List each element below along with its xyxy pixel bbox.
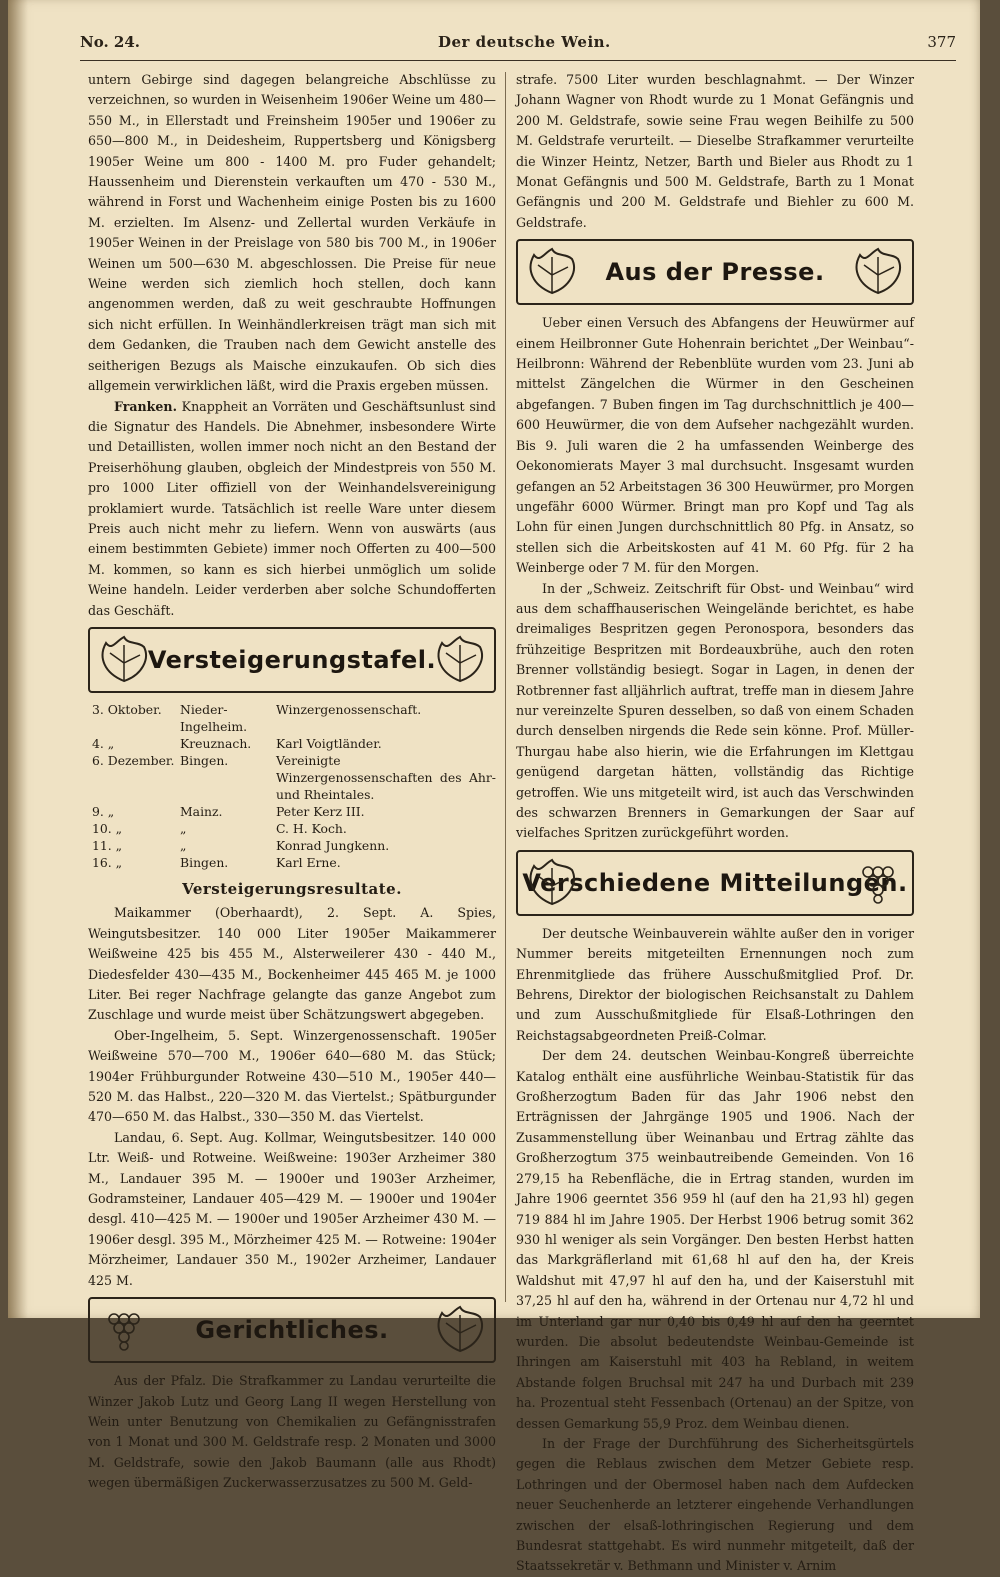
auction-row [92, 854, 500, 871]
auction-organizer: Vereinigte Winzergenossenschaften des Ahr- und Rheintales. [276, 752, 496, 802]
franken-paragraph [88, 397, 496, 621]
auction-place: „ [180, 837, 187, 853]
right-column [516, 70, 914, 1577]
misc-heading: Verschiedene Mitteilungen. [522, 868, 908, 897]
auction-date: 4. „ [92, 735, 115, 751]
auction-table [92, 701, 500, 871]
court-heading: Gerichtliches. [195, 1315, 389, 1344]
auction-organizer: Konrad Jungkenn. [276, 837, 390, 853]
misc-paragraph-reblaus: In der Frage der Durchführung des Sicherheitsgürtels gegen die Reblaus zwischen dem Metzer Gebiete resp. Lothringen und der Obermosel haben nach dem Aufdecken neuer Seuchenherde an letzterer eingehende Verhandlungen zwischen der elsaß-lothringischen Regierung und dem Bundesrat stattgehabt. Es wird nunmehr mitgeteilt, daß der Staatssekretär v. Bethmann und Minister v. Arnim [516, 1435, 914, 1574]
court-paragraph: Aus der Pfalz. Die Strafkammer zu Landau verurteilte die Winzer Jakob Lutz und Georg Lang II wegen Herstellung von Wein unter Benutzung von Chemikalien zu Gefängnisstrafen von 1 Monat und 300 M. Geldstrafe resp. 2 Monaten und 3000 M. Geldstrafe, sowie den Jakob Baumann (alle aus Rhodt) wegen übermäßigen Zuckerwasserzusatzes zu 500 M. Geld- [88, 1373, 496, 1491]
vine-leaf-icon [522, 856, 582, 908]
newspaper-page [8, 0, 980, 1574]
misc-heading-box [516, 850, 914, 916]
auction-place: Mainz. [180, 803, 223, 819]
court-heading-box [88, 1297, 496, 1363]
vine-leaf-icon [430, 633, 490, 685]
header-rule [80, 60, 956, 61]
auction-date: 6. Dezember. [92, 752, 175, 768]
press-heading: Aus der Presse. [605, 258, 825, 287]
auction-place: Bingen. [180, 752, 229, 768]
grape-cluster-icon [848, 856, 908, 908]
auction-organizer: Peter Kerz III. [276, 803, 365, 819]
vine-leaf-icon [848, 245, 908, 297]
result-maikammer: Maikammer (Oberhaardt), 2. Sept. A. Spies, Weingutsbesitzer. 140 000 Liter 1905er Maikammerer Weißweine 425 bis 455 M., Alsterweilerer 430 - 440 M., Diedesfelder 430—435 M., Bockenheimer 445 465 M. je 1000 Liter. Bei reger Nachfrage gelangte das ganze Angebot zum Zuschlage und wurde meist über Schätzungswert abgegeben. [88, 905, 496, 1023]
auction-place: Kreuznach. [180, 735, 252, 751]
auction-row [92, 752, 500, 803]
auction-place: Bingen. [180, 854, 229, 870]
results-subheading: Versteigerungsresultate. [182, 879, 402, 898]
result-landau: Landau, 6. Sept. Aug. Kollmar, Weingutsbesitzer. 140 000 Ltr. Weiß- und Rotweine. Weißweine: 1903er Arzheimer 380 M., Landauer 395 M. — 1900er und 1903er Arzheimer, Godramsteiner, Landauer 405—429 M. — 1900er und 1904er desgl. 410—425 M. — 1900er und 1905er Arzheimer 430 M. — 1906er desgl. 395 M., Mörzheimer 425 M. — Rotweine: 1904er Mörzheimer, Landauer 350 M., 1902er Arzheimer, Landauer 425 M. [88, 1129, 496, 1288]
franken-lead: Franken. [114, 398, 177, 414]
auction-heading-box [88, 627, 496, 693]
auction-date: 3. Oktober. [92, 701, 162, 717]
page-number: 377 [927, 33, 956, 51]
court-continuation: strafe. 7500 Liter wurden beschlagnahmt. — Der Winzer Johann Wagner von Rhodt wurde zu 1 Monat Gefängnis und 200 M. Geldstrafe, sowie seine Frau wegen Beihilfe zu 500 M. Geldstrafe verurteilt. — Dieselbe Strafkammer verurteilte die Winzer Heintz, Netzer, Barth und Bieler aus Rhodt zu 1 Monat Gefängnis und 500 M. Geldstrafe, Barth zu 1 Monat Gefängnis und 200 M. Geldstrafe und Biehler zu 600 M. Geldstrafe. [516, 72, 914, 230]
auction-organizer: Karl Voigtländer. [276, 735, 382, 751]
auction-date: 9. „ [92, 803, 115, 819]
journal-title: Der deutsche Wein. [438, 33, 611, 51]
auction-organizer: Winzergenossenschaft. [276, 701, 422, 717]
press-paragraph-schweiz: In der „Schweiz. Zeitschrift für Obst- und Weinbau“ wird aus dem schaffhauserischen Weingelände berichtet, es habe dreimaliges Bespritzen gegen Peronospora, besonders das frühzeitige Bespritzen mit Bordeauxbrühe, auch den roten Brenner vollständig besiegt. Sogar in Lagen, in denen der Rotbrenner fast alljährlich auftrat, treffe man in diesem Jahre nur vereinzelte Spuren desselben, so daß von einem Schaden durch denselben nirgends die Rede sein könne. Prof. Müller-Thurgau habe also hierin, wie die Erfahrungen im Klettgau genügend dargetan hätten, vollständig das Richtige getroffen. Wie uns mitgeteilt wird, ist auch das Verschwinden des schwarzen Brenners in Gemarkungen der Saar auf vielfaches Spritzen zurückgeführt worden. [516, 580, 914, 841]
press-paragraph-heuwuermer: Ueber einen Versuch des Abfangens der Heuwürmer auf einem Heilbronner Gute Hohenrain berichtet „Der Weinbau“-Heilbronn: Während der Rebenblüte wurden vom 23. Juni ab mittelst Zängelchen die Würmer in den Gescheinen abgefangen. 7 Buben fingen im Tag durchschnittlich je 400—600 Heuwürmer, die von dem Aufseher nachgezählt wurden. Bis 9. Juli waren die 2 ha umfassenden Weinberge des Oekonomierats Mayer 3 mal durchsucht. Insgesamt wurden gefangen an 52 Arbeitstagen 36 300 Heuwürmer, pro Morgen ungefähr 6000 Würmer. Bringt man pro Kopf und Tag als Lohn für einen Jungen durchschnittlich 80 Pfg. in Ansatz, so stellen sich die Arbeitskosten auf 41 M. 60 Pfg. für 2 ha Weinberge oder 7 M. für den Morgen. [516, 315, 914, 576]
franken-text: Knappheit an Vorräten und Geschäftsunlust sind die Signatur des Handels. Die Abnehmer, insbesondere Wirte und Detaillisten, wollen immer noch nicht an den Bestand der Preiserhöhung glauben, obgleich der Mindestpreis von 550 M. pro 1000 Liter offiziell von der Weinhandelsvereinigung proklamiert wurde. Tatsächlich ist reelle Ware unter diesem Preis auch nicht mehr zu liefern. Wenn von auswärts (aus einem bestimmten Gebiete) immer noch Offerten zu 400—500 M. kommen, so kann es sich hierbei unmöglich um solide Weine handeln. Leider verderben aber solche Schundofferten das Geschäft. [88, 398, 496, 618]
market-report-paragraph: untern Gebirge sind dagegen belangreiche Abschlüsse zu verzeichnen, so wurden in Weisenheim 1906er Weine um 480—550 M., in Ellerstadt und Freinsheim 1905er und 1906er zu 650—800 M., in Deidesheim, Ruppertsberg und Königsberg 1905er Weine um 800 - 1400 M. pro Fuder gehandelt; Haussenheim und Dierenstein verkauften um 470 - 530 M., während in Forst und Wachenheim einige Posten bis zu 1600 M. erzielten. Im Alsenz- und Zellertal wurden Verkäufe in 1905er Weinen in der Preislage von 580 bis 700 M., in 1906er Weinen um 500—630 M. abgeschlossen. Die Preise für neue Weine werden sich ziemlich hoch stellen, doch kann angenommen werden, daß zu weit geschraubte Hoffnungen sich nicht erfüllen. In Weinhändlerkreisen trägt man sich mit dem Gedanken, die Trauben nach dem Gewicht anstelle des seitherigen Bezugs als Maische einzukaufen. Ob sich dies allgemein verwirklichen läßt, wird die Praxis ergeben müssen. [88, 72, 496, 394]
auction-date: 16. „ [92, 854, 123, 870]
column-divider [505, 72, 506, 1302]
misc-paragraph-statistik: Der dem 24. deutschen Weinbau-Kongreß überreichte Katalog enthält eine ausführliche Weinbau-Statistik für das Großherzogtum Baden für das Jahr 1906 nebst den Erträgnissen der Jahrgänge 1905 und 1906. Nach der Zusammenstellung über Weinanbau und Ertrag zählte das Großherzogtum 375 weinbautreibende Gemeinden. Von 16 279,15 ha Rebenfläche, die in Ertrag standen, wurden im Jahre 1906 geerntet 356 959 hl (auf den ha 21,93 hl) gegen 719 884 hl im Jahre 1905. Der Herbst 1906 betrug somit 362 930 hl weniger als sein Vorgänger. Den besten Herbst hatten das Markgräflerland mit 61,68 hl auf den ha, der Kreis Waldshut mit 47,97 hl auf den ha, und der Kaiserstuhl mit 37,25 hl auf den ha, während in der Ortenau nur 4,72 hl und im Unterland gar nur 0,40 bis 0,49 hl auf den ha geerntet wurden. Die absolut bedeutendste Weinbau-Gemeinde ist Ihringen am Kaiserstuhl mit 403 ha Rebland, in weitem Abstande folgen Bruchsal mit 247 ha und Durbach mit 239 ha. Prozentual steht Fessenbach (Ortenau) an der Spitze, von dessen Gemarkung 55,9 Proz. dem Weinbau dienen. [516, 1048, 914, 1431]
vine-leaf-icon [430, 1303, 490, 1355]
vine-leaf-icon [94, 633, 154, 685]
auction-organizer: Karl Erne. [276, 854, 341, 870]
auction-date: 11. „ [92, 837, 123, 853]
issue-number: No. 24. [80, 33, 140, 51]
result-ober-ingelheim: Ober-Ingelheim, 5. Sept. Winzergenossenschaft. 1905er Weißweine 570—700 M., 1906er 640—680 M. das Stück; 1904er Frühburgunder Rotweine 430—510 M., 1905er 440—520 M. das Halbst., 220—320 M. das Viertelst.; Spätburgunder 470—650 M. das Halbst., 330—350 M. das Viertelst. [88, 1027, 496, 1125]
auction-row [92, 735, 500, 752]
misc-paragraph-weinbauverein: Der deutsche Weinbauverein wählte außer den in voriger Nummer bereits mitgeteilten Ernennungen noch zum Ehrenmitgliede das frühere Ausschußmitglied Prof. Dr. Behrens, Direktor der biologischen Reichsanstalt zu Dahlem und zum Ausschußmitgliede für Elsaß-Lothringen den Reichstagsabgeordneten Preiß-Colmar. [516, 925, 914, 1043]
auction-date: 10. „ [92, 820, 123, 836]
page-binding-shadow [8, 0, 28, 1318]
left-column [88, 70, 496, 1494]
auction-row [92, 701, 500, 735]
press-heading-box [516, 239, 914, 305]
auction-place: „ [180, 820, 187, 836]
auction-heading: Versteigerungstafel. [147, 645, 437, 674]
grape-cluster-icon [94, 1303, 154, 1355]
auction-row [92, 803, 500, 820]
auction-organizer: C. H. Koch. [276, 820, 347, 836]
vine-leaf-icon [522, 245, 582, 297]
auction-place: Nieder-Ingelheim. [180, 701, 248, 734]
auction-row [92, 837, 500, 854]
auction-row [92, 820, 500, 837]
